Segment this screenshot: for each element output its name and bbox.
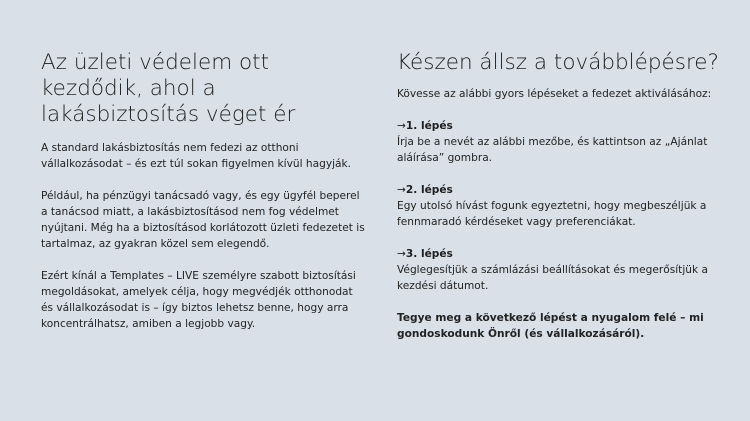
step-1-label: 1. lépés	[405, 120, 453, 132]
step-3	[397, 246, 722, 294]
step-1	[397, 118, 722, 166]
step-1-text: Írja be a nevét az alábbi mezőbe, és kattintson az „Ajánlat aláírása” gombra.	[397, 136, 708, 164]
step-2-label: 2. lépés	[405, 184, 453, 196]
right-column	[397, 50, 722, 342]
step-2-title	[397, 182, 722, 198]
step-2	[397, 182, 722, 230]
step-3-text: Véglegesítjük a számlázási beállításokat és megerősítjük a kezdési dátumot.	[397, 264, 708, 292]
arrow-right-icon: →	[397, 248, 406, 260]
arrow-right-icon: →	[397, 120, 406, 132]
step-3-label: 3. lépés	[405, 248, 453, 260]
next-steps-heading: Készen állsz a továbblépésre?	[397, 50, 719, 75]
closing-statement: Tegye meg a következő lépést a nyugalom felé – mi gondoskodunk Önről (és vállalkozásáról).	[397, 312, 704, 340]
intro-paragraph: A standard lakásbiztosítás nem fedezi az otthoni vállalkozásodat – és ezt túl sokan figyelmen kívül hagyják.	[41, 142, 352, 170]
business-protection-heading: Az üzleti védelem ott kezdődik, ahol a lakásbiztosítás véget ér	[41, 50, 296, 127]
arrow-right-icon: →	[397, 184, 406, 196]
offer-paragraph: Ezért kínál a Templates – LIVE személyre szabott biztosítási megoldásokat, amelyek célja, hogy megvédjék otthonodat és vállalkozásodat is – így biztos lehetsz benne, hogy arra koncentrálhatsz, amiben a legjobb vagy.	[41, 270, 356, 330]
step-1-title	[397, 118, 722, 134]
example-paragraph: Például, ha pénzügyi tanácsadó vagy, és egy ügyfél beperel a tanácsod miatt, a lakásbiztosításod nem fog védelmet nyújtani. Még ha a biztosításod korlátozott üzleti fedezetet is tartalmaz, az gyakran közel sem elegendő.	[41, 190, 365, 250]
steps-intro: Kövesse az alábbi gyors lépéseket a fedezet aktiválásához:	[397, 88, 712, 100]
left-column	[41, 50, 366, 332]
step-3-title	[397, 246, 722, 262]
step-2-text: Egy utolsó hívást fogunk egyeztetni, hogy megbeszéljük a fennmaradó kérdéseket vagy preferenciákat.	[397, 200, 707, 228]
